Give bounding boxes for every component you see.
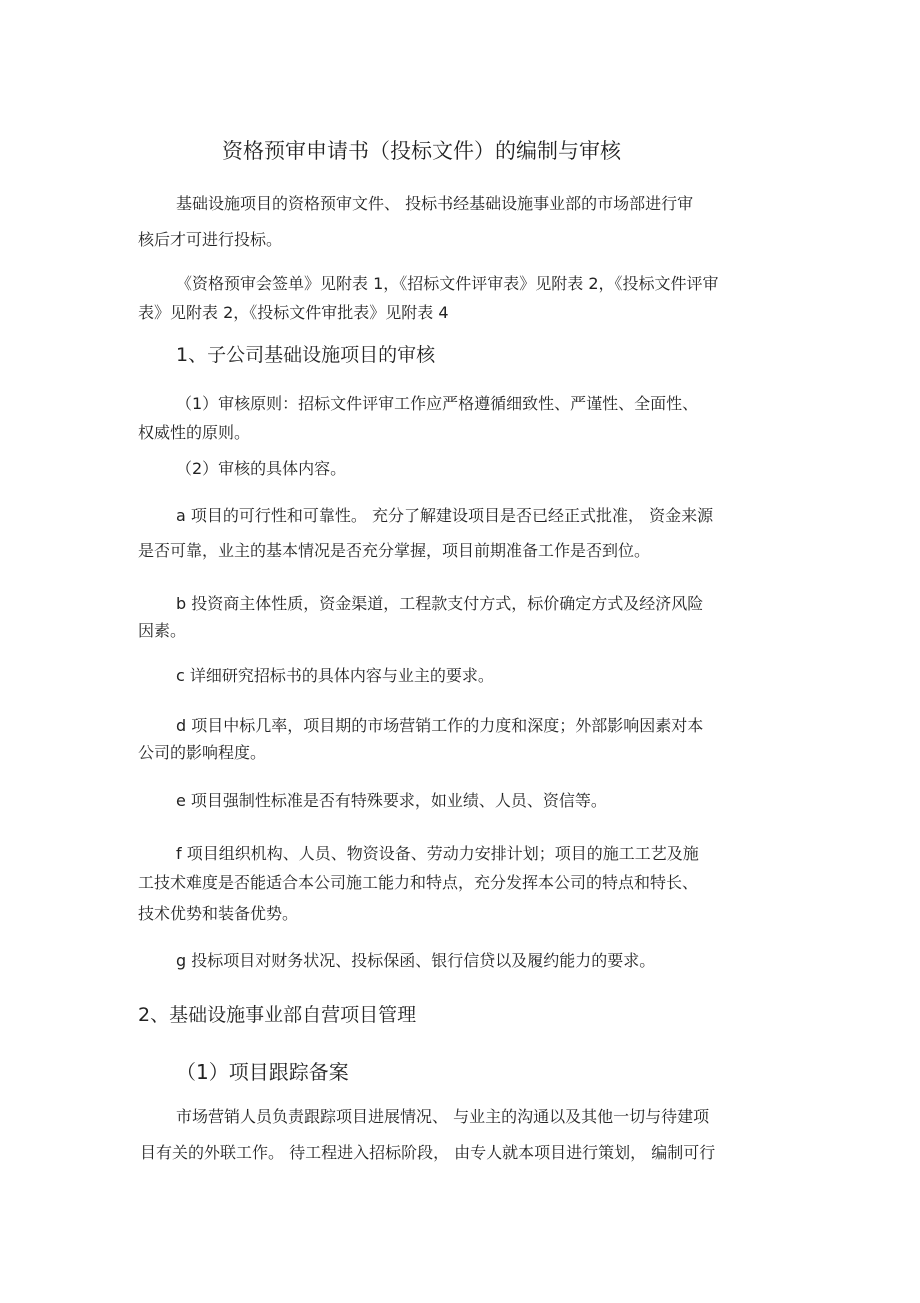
review-principle-line-1: （1）审核原则：招标文件评审工作应严格遵循细致性、严谨性、全面性、: [176, 394, 699, 413]
review-content-heading: （2）审核的具体内容。: [176, 459, 347, 478]
subsection-1-heading: （1）项目跟踪备案: [176, 1060, 349, 1084]
item-a-line-1: a 项目的可行性和可靠性。 充分了解建设项目是否已经正式批准， 资金来源: [176, 506, 714, 525]
appendix-paragraph-line-1: 《资格预审会签单》见附表 1，《招标文件评审表》见附表 2，《投标文件评审: [176, 274, 719, 293]
item-f-line-1: f 项目组织机构、人员、物资设备、劳动力安排计划；项目的施工工艺及施: [176, 844, 699, 863]
tracking-paragraph-line-1: 市场营销人员负责跟踪项目进展情况、 与业主的沟通以及其他一切与待建项: [176, 1107, 710, 1126]
item-g-line-1: g 投标项目对财务状况、投标保函、银行信贷以及履约能力的要求。: [176, 951, 656, 970]
item-b-line-1: b 投资商主体性质，资金渠道，工程款支付方式，标价确定方式及经济风险: [176, 594, 704, 613]
section-2-heading: 2、基础设施事业部自营项目管理: [138, 1004, 417, 1026]
intro-paragraph-line-2: 核后才可进行投标。: [138, 230, 283, 249]
item-c-line-1: c 详细研究招标书的具体内容与业主的要求。: [176, 666, 494, 685]
review-principle-line-2: 权威性的原则。: [138, 423, 251, 442]
intro-paragraph-line-1: 基础设施项目的资格预审文件、 投标书经基础设施事业部的市场部进行审: [176, 194, 694, 213]
item-d-line-2: 公司的影响程度。: [138, 743, 267, 762]
item-d-line-1: d 项目中标几率，项目期的市场营销工作的力度和深度；外部影响因素对本: [176, 716, 704, 735]
item-e-line-1: e 项目强制性标准是否有特殊要求，如业绩、人员、资信等。: [176, 791, 607, 810]
item-a-line-2: 是否可靠，业主的基本情况是否充分掌握，项目前期准备工作是否到位。: [138, 541, 651, 560]
document-title: 资格预审申请书（投标文件）的编制与审核: [222, 139, 621, 163]
tracking-paragraph-line-2: 目有关的外联工作。 待工程进入招标阶段， 由专人就本项目进行策划， 编制可行: [140, 1143, 716, 1162]
appendix-paragraph-line-2: 表》见附表 2，《投标文件审批表》见附表 4: [138, 303, 449, 322]
item-f-line-3: 技术优势和装备优势。: [138, 904, 299, 923]
item-b-line-2: 因素。: [138, 621, 187, 640]
section-1-heading: 1、子公司基础设施项目的审核: [176, 344, 436, 366]
item-f-line-2: 工技术难度是否能适合本公司施工能力和特点，充分发挥本公司的特点和特长、: [138, 873, 699, 892]
